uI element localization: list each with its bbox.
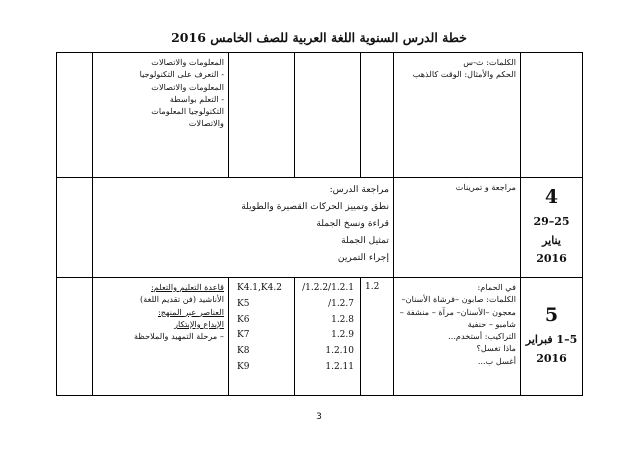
page-title: خطة الدرس السنوية اللغة العربية للصف الخامس 2016 xyxy=(171,30,467,45)
notes-line: المعلومات والاتصالات xyxy=(151,57,224,67)
week-month: يناير xyxy=(542,233,561,247)
notes-line: - التعلم بواسطة xyxy=(169,93,224,104)
content-line: الكلمات: ث-س xyxy=(463,57,516,67)
content-line: ماذا تغسل؟ xyxy=(476,343,516,354)
learning-standard-code: 1.2.11 xyxy=(325,361,354,372)
review-line: قراءة ونسخ الجملة xyxy=(316,218,389,230)
standard-cell xyxy=(361,53,394,178)
notes-cell xyxy=(93,53,229,178)
empty-cell xyxy=(57,53,93,178)
week-year: 2016 xyxy=(536,252,567,266)
week-cell xyxy=(521,278,583,396)
week-number: 5 xyxy=(544,304,559,327)
learning-standard-code: 1.2.10 xyxy=(325,346,354,356)
notes-line: العناصر عبر المنهج: xyxy=(157,306,224,317)
learning-standard-code: 1.2.9 xyxy=(331,330,354,341)
review-cell xyxy=(93,178,394,278)
content-line: الكلمات: صابون –فرشاة الأسنان– xyxy=(401,294,516,305)
empty-cell xyxy=(57,278,93,396)
notes-line: – مرحلة التمهيد والملاحظة xyxy=(134,331,224,342)
week-number: 4 xyxy=(544,186,559,209)
codes-cell xyxy=(229,53,295,178)
skill-code: K9 xyxy=(237,361,250,372)
topic-cell xyxy=(394,178,521,278)
review-line: نطق وتمييز الحركات القصيرة والطويلة xyxy=(241,201,389,213)
standard-code: 1.2 xyxy=(365,282,380,292)
notes-line: المعلومات والاتصالات xyxy=(151,81,224,92)
content-cell xyxy=(394,53,521,178)
learning-standard-cell xyxy=(295,53,361,178)
table-row xyxy=(57,178,583,278)
review-line: مراجعة الدرس: xyxy=(329,184,389,195)
notes-line: - التعرف على التكنولوجيا xyxy=(139,69,224,80)
notes-line: الإبداع والإبتكار xyxy=(174,318,224,329)
content-line: الحكم والأمثال: الوقت كالذهب xyxy=(412,69,516,80)
topic-label: مراجعة و تمرينات xyxy=(455,182,516,192)
review-line: تمثيل الجملة xyxy=(341,235,389,247)
week-cell xyxy=(521,53,583,178)
notes-line: الأناشيد (فن تقديم اللغة) xyxy=(140,294,224,305)
skill-code: K4.1,K4.2 xyxy=(237,283,282,293)
week-date-range: 5–1 فبراير xyxy=(525,333,578,347)
standard-cell xyxy=(361,278,394,396)
content-line: معجون –الأسنان– مرآة – منشفة – xyxy=(399,306,516,317)
table-row xyxy=(57,53,583,178)
notes-line: والاتصالات xyxy=(188,118,224,129)
notes-cell xyxy=(93,278,229,396)
learning-standard-code: /1.2.2/1.2.1 xyxy=(302,283,354,293)
lesson-plan-table xyxy=(56,52,583,396)
content-line: شامبو – حنفية xyxy=(467,318,516,329)
table-row xyxy=(57,278,583,396)
week-year: 2016 xyxy=(536,351,567,365)
notes-line: قاعدة التعليم والتعلم: xyxy=(151,282,224,292)
content-line: أغسل ب... xyxy=(477,355,516,366)
skill-code: K7 xyxy=(237,330,250,341)
content-cell xyxy=(394,278,521,396)
notes-line: التكنولوجيا المعلومات xyxy=(151,106,224,117)
week-cell xyxy=(521,178,583,278)
empty-cell xyxy=(57,178,93,278)
skill-code: K8 xyxy=(237,346,250,356)
page-number: 3 xyxy=(316,412,322,422)
skill-code: K6 xyxy=(237,314,250,325)
review-line: إجراء التمرين xyxy=(337,252,389,264)
week-date-range: 25–29 xyxy=(533,214,570,228)
skill-code: K5 xyxy=(237,298,250,309)
learning-standard-code: /1.2.7 xyxy=(328,298,354,309)
learning-standard-cell xyxy=(295,278,361,396)
codes-cell xyxy=(229,278,295,396)
learning-standard-code: 1.2.8 xyxy=(331,314,354,325)
content-line: التراكيب: أستخدم... xyxy=(448,331,516,342)
content-line: في الحمام: xyxy=(477,282,516,292)
